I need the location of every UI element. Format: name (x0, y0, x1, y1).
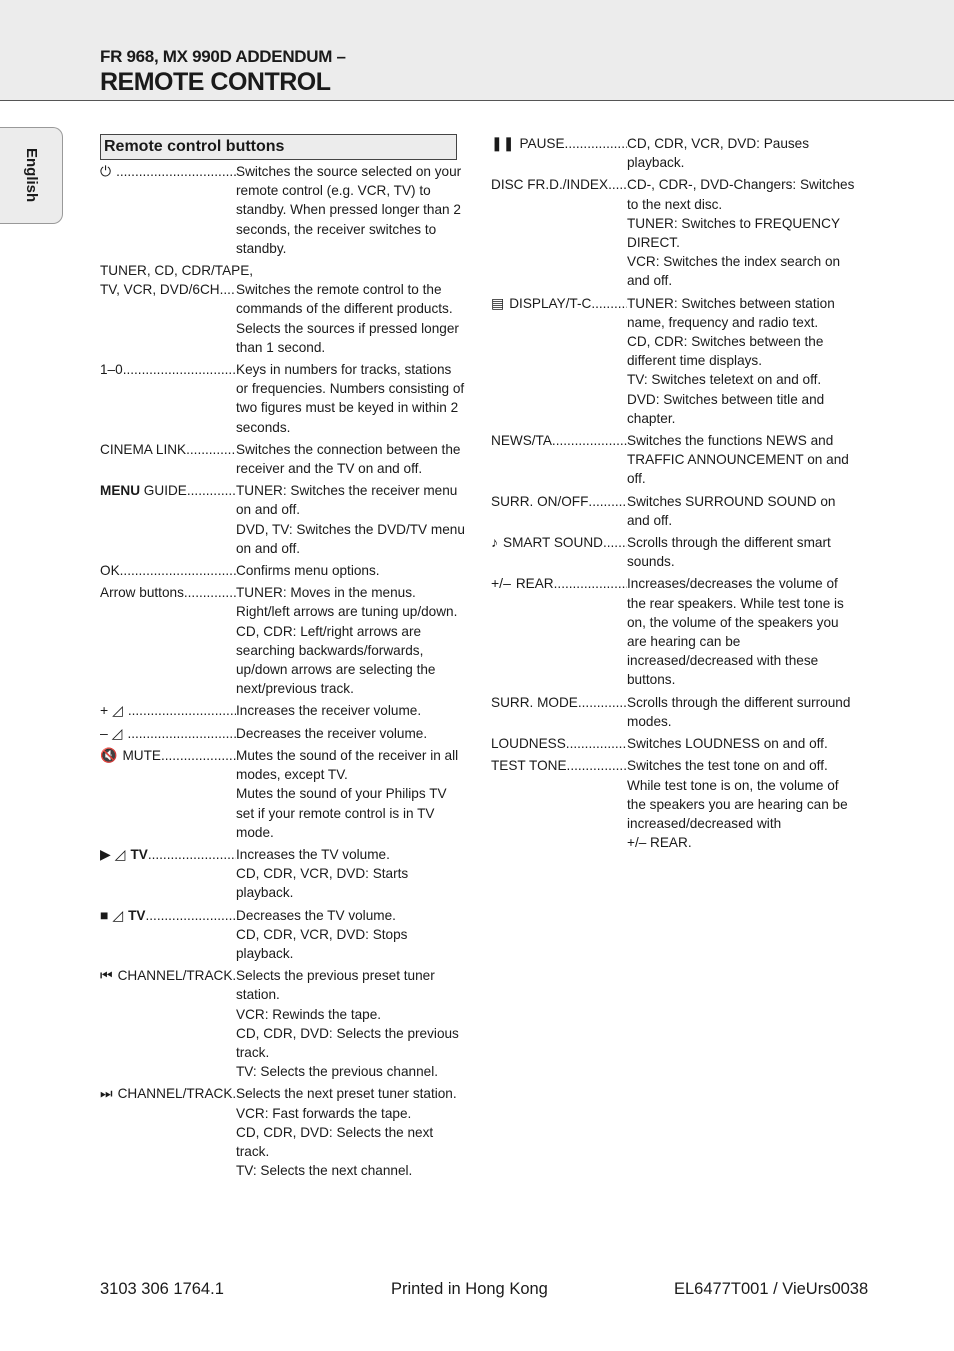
entry-term (491, 431, 627, 489)
description-line: Switches the test tone on and off. While test tone is on, the volume of the speakers you are hearing can be increased/decreased with (627, 758, 848, 831)
description-line: Switches LOUDNESS on and off. (627, 736, 828, 752)
dot-leader (127, 724, 236, 743)
dot-leader (187, 481, 236, 558)
description-line: CD, CDR, DVD: Selects the next track. (236, 1124, 434, 1159)
entry-description (236, 746, 465, 842)
button-entry (100, 845, 465, 903)
dot-leader (161, 746, 236, 842)
entry-term (491, 756, 627, 852)
dot-leader (603, 533, 627, 571)
button-entry (100, 162, 465, 258)
entry-label: LOUDNESS (491, 736, 566, 752)
description-line: Selects the previous preset tuner station. (236, 968, 435, 1003)
entry-description (627, 734, 856, 753)
button-entry (491, 294, 856, 428)
description-line: Switches the functions NEWS and TRAFFIC ANNOUNCEMENT on and off. (627, 433, 849, 487)
description-line: CD, CDR, DVD: Selects the previous track. (236, 1025, 459, 1060)
entry-term (100, 746, 236, 842)
entry-term (100, 701, 236, 720)
volume-down-icon: – ◿ (100, 724, 123, 741)
dot-leader (123, 360, 236, 437)
display-icon: ▤ (491, 294, 505, 311)
button-entry (100, 1084, 465, 1180)
dot-leader (184, 583, 236, 698)
entry-term (491, 734, 627, 753)
entry-term (100, 440, 236, 478)
entry-label: MUTE (122, 747, 161, 763)
description-line: Keys in numbers for tracks, stations or frequencies. Numbers consisting of two figures must be keyed in within 2 seconds. (236, 362, 465, 435)
plus-minus-icon: +/– (491, 575, 511, 592)
entry-label: PAUSE (519, 136, 565, 151)
description-line: Selects the next preset tuner station. (236, 1086, 457, 1102)
entry-description (236, 845, 465, 903)
button-entry (100, 906, 465, 964)
entry-description (236, 701, 465, 720)
description-line: +/– REAR. (627, 835, 692, 851)
description-line: CD, CDR: Switches between the different time displays. (627, 334, 824, 369)
entry-label: 1–0 (100, 362, 123, 378)
dot-leader (146, 906, 237, 964)
volume-up-icon: + ◿ (100, 702, 123, 719)
dot-leader (186, 440, 236, 478)
header-title: REMOTE CONTROL (100, 68, 331, 96)
entry-label: TEST TONE (491, 758, 567, 774)
description-line: Mutes the sound of the receiver in all modes, except TV. (236, 747, 459, 783)
entry-label: NEWS/TA (491, 433, 552, 449)
stop-icon: ■ ◿ (100, 906, 124, 923)
entry-term (100, 162, 236, 258)
entry-term (100, 360, 236, 437)
entry-description (627, 431, 856, 489)
button-entry (491, 693, 856, 731)
entry-description (627, 693, 856, 731)
description-line: Decreases the receiver volume. (236, 725, 428, 741)
entry-label: SURR. MODE (491, 694, 578, 710)
entry-description (627, 175, 856, 290)
description-line: DVD: Switches between title and chapter. (627, 391, 825, 426)
header-subtitle: FR 968, MX 990D ADDENDUM – (100, 47, 346, 66)
dot-leader (220, 280, 236, 357)
description-line: TUNER: Moves in the menus. Right/left arrows are tuning up/down. (236, 585, 458, 620)
entry-description (236, 1084, 465, 1180)
footer-ref: EL6477T001 / VieUrs0038 (674, 1280, 869, 1298)
entry-description (236, 724, 465, 743)
button-entry (100, 746, 465, 842)
description-line: VCR: Switches the index search on and off. (627, 254, 841, 289)
description-line: Scrolls through the different smart sounds. (627, 535, 831, 570)
entry-label: CHANNEL/TRACK (117, 968, 233, 984)
right-column (491, 134, 856, 855)
description-line: Increases the TV volume. (236, 846, 390, 862)
entry-description (236, 561, 465, 580)
description-line: CD, CDR, VCR, DVD: Pauses playback. (627, 136, 810, 171)
dot-leader (567, 756, 627, 852)
entry-term (100, 561, 236, 580)
button-entry (491, 175, 856, 290)
dot-leader (578, 693, 627, 731)
music-note-icon: ♪ (491, 534, 498, 551)
entry-description (236, 162, 465, 258)
entry-term (491, 175, 627, 290)
entry-label: CINEMA LINK (100, 441, 187, 457)
entry-description (236, 906, 465, 964)
description-line: Confirms menu options. (236, 563, 380, 579)
button-entry (100, 701, 465, 720)
button-entry (100, 440, 465, 478)
skip-next-icon: ⏭ (100, 1085, 113, 1102)
button-entry (491, 492, 856, 530)
button-entry (491, 533, 856, 571)
entry-term (100, 845, 236, 903)
entry-term (100, 906, 236, 964)
left-column (100, 134, 465, 1183)
entry-description (236, 481, 465, 558)
button-entry (491, 574, 856, 689)
dot-leader (588, 492, 627, 530)
button-entry (491, 734, 856, 753)
entry-label-bold: TV (130, 846, 148, 862)
entry-term (100, 724, 236, 743)
entry-label-bold: TV (128, 907, 146, 923)
entry-term (100, 966, 236, 1081)
button-entry (491, 756, 856, 852)
entry-label: Arrow buttons (100, 585, 184, 601)
button-entry (100, 561, 465, 580)
description-line: TUNER: Switches between station name, frequency and radio text. (627, 295, 835, 330)
entry-label: DISC FR.D./INDEX (491, 177, 609, 193)
description-line: Increases the receiver volume. (236, 703, 422, 719)
entry-term (100, 280, 236, 357)
entry-label: SMART SOUND (503, 535, 603, 551)
description-line: VCR: Rewinds the tape. (236, 1006, 382, 1022)
entry-term (491, 294, 627, 428)
entry-term (491, 693, 627, 731)
entry-label: DISPLAY/T-C (509, 295, 592, 311)
entry-label-bold: MENU (100, 483, 141, 499)
dot-leader (128, 701, 236, 720)
entry-label-prefix: TUNER, CD, CDR/TAPE, (100, 263, 254, 279)
section-title: Remote control buttons (100, 134, 457, 160)
entry-description (236, 440, 465, 478)
description-line: TUNER: Switches to FREQUENCY DIRECT. (627, 215, 840, 251)
dot-leader (116, 162, 236, 258)
entry-description (236, 966, 465, 1081)
button-entry (100, 280, 465, 357)
entry-term (100, 481, 236, 558)
entry-term (491, 574, 627, 689)
dot-leader (148, 845, 236, 903)
entry-label: GUIDE (140, 483, 187, 499)
description-line: Scrolls through the different surround modes. (627, 694, 851, 729)
dot-leader (608, 175, 627, 290)
language-tab (0, 127, 63, 224)
dot-leader (552, 431, 627, 489)
entry-description (627, 294, 856, 428)
language-tab-label: English (23, 148, 40, 203)
mute-icon: 🔇 (100, 746, 118, 763)
description-line: Switches the remote control to the commands of the different products. Selects the sources if pressed longer than 1 second. (236, 282, 459, 355)
dot-leader (591, 294, 627, 428)
description-line: CD, CDR, VCR, DVD: Starts playback. (236, 866, 409, 901)
description-line: TV: Switches teletext on and off. (627, 372, 822, 388)
dot-leader (120, 561, 236, 580)
pause-icon: ❚❚ (491, 135, 515, 151)
footer-code: 3103 306 1764.1 (100, 1280, 224, 1298)
entry-description (627, 533, 856, 571)
play-icon: ▶ ◿ (100, 845, 126, 862)
entry-description (627, 492, 856, 530)
button-entry (100, 360, 465, 437)
entry-description (627, 574, 856, 689)
entry-term (491, 134, 627, 172)
dot-leader (566, 734, 627, 753)
power-icon: ⏻ (100, 163, 112, 179)
entry-label: OK (100, 563, 120, 579)
page-header (0, 0, 954, 101)
entry-label: REAR (515, 576, 554, 592)
description-line: TV: Selects the previous channel. (236, 1064, 439, 1080)
entry-term (100, 1084, 236, 1180)
description-line: Switches SURROUND SOUND on and off. (627, 493, 836, 528)
description-line: Switches the source selected on your remote control (e.g. VCR, TV) to standby. When pressed longer than 2 seconds, the receiver switches to standby. (236, 164, 462, 256)
button-entry (491, 134, 856, 172)
entry-description (627, 756, 856, 852)
description-line: Increases/decreases the volume of the rear speakers. While test tone is on, the volume of the speakers you are hearing can be increased/decreased with these buttons. (627, 576, 844, 688)
dot-leader (554, 574, 627, 689)
button-entry (491, 431, 856, 489)
skip-previous-icon: ⏮ (100, 967, 113, 984)
button-entry (100, 966, 465, 1081)
entry-label: TV, VCR, DVD/6CH (100, 282, 220, 298)
entry-term (491, 492, 627, 530)
description-line: TV: Selects the next channel. (236, 1163, 413, 1179)
description-line: Mutes the sound of your Philips TV set if your remote control is in TV mode. (236, 786, 447, 840)
entry-description (627, 134, 856, 172)
description-line: CD, CDR, VCR, DVD: Stops playback. (236, 926, 408, 961)
button-entry (100, 724, 465, 743)
button-entry (100, 583, 465, 698)
description-line: Decreases the TV volume. (236, 907, 396, 923)
description-line: TUNER: Switches the receiver menu on and off. (236, 483, 458, 518)
entry-label: CHANNEL/TRACK (117, 1086, 233, 1102)
entry-description (236, 280, 465, 357)
button-entry (100, 481, 465, 558)
entry-description (236, 583, 465, 698)
description-line: VCR: Fast forwards the tape. (236, 1105, 412, 1121)
description-line: CD-, CDR-, DVD-Changers: Switches to the next disc. (627, 177, 855, 212)
footer-printed: Printed in Hong Kong (391, 1280, 548, 1298)
description-line: Switches the connection between the receiver and the TV on and off. (236, 441, 461, 477)
entry-term (491, 533, 627, 571)
entry-label: SURR. ON/OFF (491, 493, 589, 509)
description-line: CD, CDR: Left/right arrows are searching backwards/forwards, up/down arrows are selecting the next/previous track. (236, 623, 436, 697)
description-line: DVD, TV: Switches the DVD/TV menu on and off. (236, 521, 465, 556)
entry-description (236, 360, 465, 437)
entry-term (100, 583, 236, 698)
dot-leader (565, 134, 627, 172)
